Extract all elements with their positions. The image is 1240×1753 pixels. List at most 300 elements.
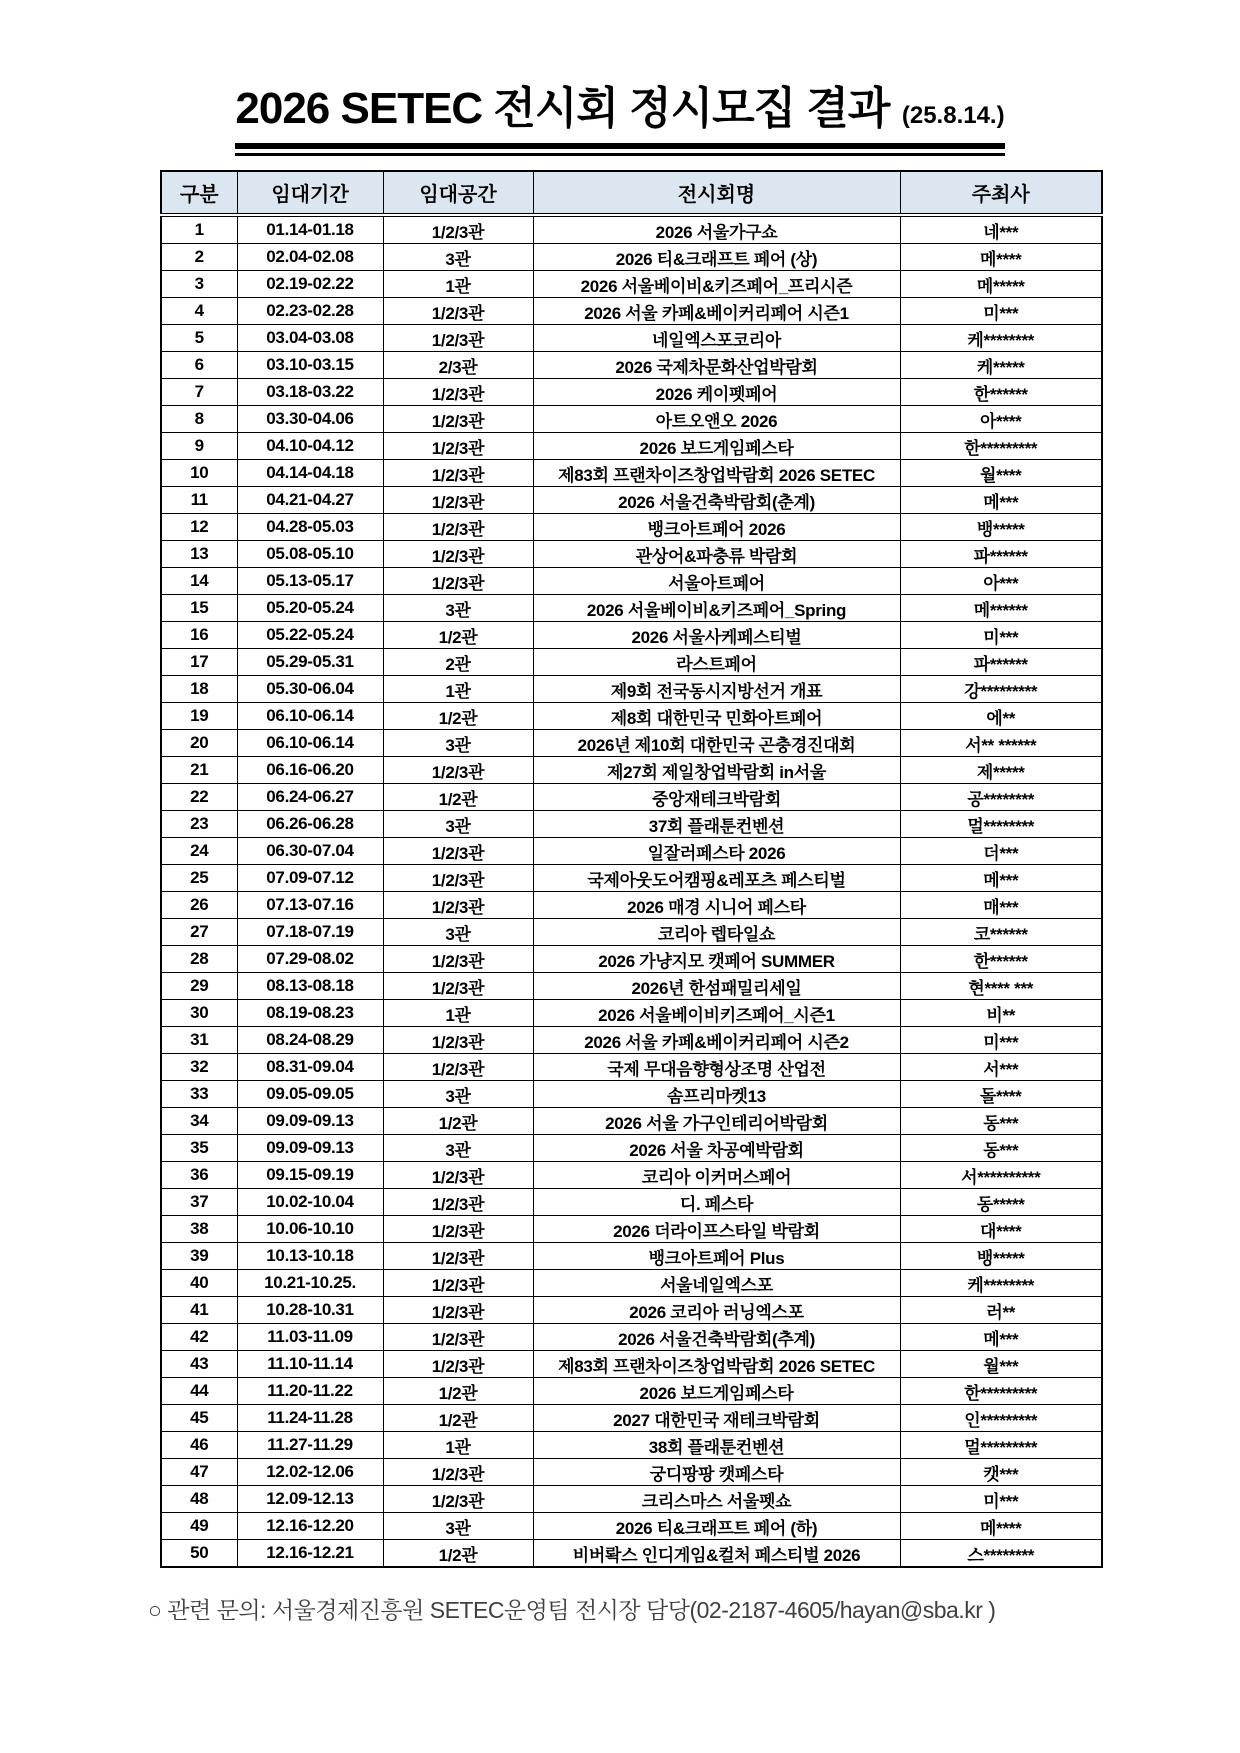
table-row [161,1513,1102,1540]
cell-space: 1/2/3관 [383,215,533,244]
cell-no: 48 [161,1486,237,1513]
cell-space: 1관 [383,1000,533,1027]
cell-period: 10.28-10.31 [237,1297,383,1324]
cell-no: 38 [161,1216,237,1243]
cell-space: 1/2/3관 [383,487,533,514]
table-row [161,1297,1102,1324]
table-row [161,892,1102,919]
cell-space: 1/2관 [383,1378,533,1405]
cell-no: 8 [161,406,237,433]
cell-exhibition-name: 제8회 대한민국 민화아트페어 [533,703,900,730]
cell-period: 11.24-11.28 [237,1405,383,1432]
cell-no: 42 [161,1324,237,1351]
table-row [161,1108,1102,1135]
cell-organizer: 강********* [900,676,1102,703]
cell-organizer: 돌**** [900,1081,1102,1108]
table-row [161,973,1102,1000]
table-row [161,1459,1102,1486]
cell-no: 36 [161,1162,237,1189]
cell-space: 1/2/3관 [383,325,533,352]
cell-space: 1/2/3관 [383,1027,533,1054]
header-no: 구분 [161,171,237,215]
table-row [161,595,1102,622]
table-row [161,676,1102,703]
cell-period: 12.16-12.20 [237,1513,383,1540]
cell-period: 12.16-12.21 [237,1540,383,1568]
cell-no: 21 [161,757,237,784]
cell-period: 02.23-02.28 [237,298,383,325]
cell-period: 03.04-03.08 [237,325,383,352]
cell-exhibition-name: 관상어&파충류 박람회 [533,541,900,568]
cell-organizer: 미*** [900,1027,1102,1054]
cell-exhibition-name: 2026 코리아 러닝엑스포 [533,1297,900,1324]
cell-period: 09.09-09.13 [237,1135,383,1162]
table-row [161,433,1102,460]
cell-space: 1/2/3관 [383,1459,533,1486]
cell-period: 02.04-02.08 [237,244,383,271]
cell-space: 1/2/3관 [383,541,533,568]
cell-exhibition-name: 제27회 제일창업박람회 in서울 [533,757,900,784]
table-row [161,730,1102,757]
cell-period: 11.20-11.22 [237,1378,383,1405]
cell-no: 31 [161,1027,237,1054]
cell-organizer: 미*** [900,622,1102,649]
cell-exhibition-name: 2026 더라이프스타일 박람회 [533,1216,900,1243]
cell-no: 10 [161,460,237,487]
cell-organizer: 메*** [900,1324,1102,1351]
table-row [161,946,1102,973]
cell-space: 1/2/3관 [383,757,533,784]
cell-organizer: 메****** [900,595,1102,622]
cell-space: 1/2/3관 [383,1270,533,1297]
cell-exhibition-name: 2026 보드게임페스타 [533,433,900,460]
cell-no: 24 [161,838,237,865]
table-row [161,1324,1102,1351]
cell-no: 45 [161,1405,237,1432]
title-underline-thick [235,143,1004,149]
cell-no: 37 [161,1189,237,1216]
cell-exhibition-name: 2026 케이펫페어 [533,379,900,406]
cell-organizer: 한********* [900,433,1102,460]
cell-no: 30 [161,1000,237,1027]
cell-no: 7 [161,379,237,406]
cell-space: 1/2/3관 [383,406,533,433]
header-exhibition-name: 전시회명 [533,171,900,215]
cell-space: 1/2관 [383,1540,533,1568]
cell-exhibition-name: 2027 대한민국 재테크박람회 [533,1405,900,1432]
cell-organizer: 공******** [900,784,1102,811]
table-body [161,215,1102,1567]
cell-organizer: 동*** [900,1135,1102,1162]
cell-exhibition-name: 국제 무대음향형상조명 산업전 [533,1054,900,1081]
cell-period: 04.14-04.18 [237,460,383,487]
cell-period: 07.09-07.12 [237,865,383,892]
contact-note: ○ 관련 문의: 서울경제진흥원 SETEC운영팀 전시장 담당(02-2187-4605/hayan@sba.kr ) [148,1597,996,1623]
cell-period: 10.02-10.04 [237,1189,383,1216]
cell-organizer: 메**** [900,1513,1102,1540]
table-row [161,1243,1102,1270]
table-row [161,541,1102,568]
table-row [161,1270,1102,1297]
cell-exhibition-name: 디. 페스타 [533,1189,900,1216]
cell-exhibition-name: 솜프리마켓13 [533,1081,900,1108]
cell-period: 06.10-06.14 [237,730,383,757]
table-row [161,1486,1102,1513]
cell-space: 1/2/3관 [383,298,533,325]
table-row [161,1054,1102,1081]
title-line [235,72,1004,136]
cell-no: 41 [161,1297,237,1324]
table-row [161,352,1102,379]
cell-period: 02.19-02.22 [237,271,383,298]
cell-organizer: 메**** [900,244,1102,271]
cell-period: 07.29-08.02 [237,946,383,973]
title-block [0,0,1240,156]
cell-organizer: 서*** [900,1054,1102,1081]
cell-period: 04.10-04.12 [237,433,383,460]
cell-period: 05.22-05.24 [237,622,383,649]
cell-space: 1/2/3관 [383,1297,533,1324]
cell-no: 11 [161,487,237,514]
cell-no: 44 [161,1378,237,1405]
cell-exhibition-name: 2026 서울 카페&베이커리페어 시즌1 [533,298,900,325]
cell-period: 05.30-06.04 [237,676,383,703]
cell-exhibition-name: 2026년 제10회 대한민국 곤충경진대회 [533,730,900,757]
cell-space: 1/2관 [383,703,533,730]
cell-exhibition-name: 2026 서울가구쇼 [533,215,900,244]
cell-space: 1/2/3관 [383,892,533,919]
cell-organizer: 파****** [900,649,1102,676]
cell-no: 29 [161,973,237,1000]
cell-exhibition-name: 37회 플래툰컨벤션 [533,811,900,838]
cell-no: 34 [161,1108,237,1135]
table-row [161,703,1102,730]
cell-organizer: 미*** [900,298,1102,325]
cell-no: 47 [161,1459,237,1486]
cell-organizer: 메*** [900,487,1102,514]
cell-no: 33 [161,1081,237,1108]
table-row [161,1189,1102,1216]
cell-no: 28 [161,946,237,973]
cell-no: 23 [161,811,237,838]
cell-space: 1/2관 [383,1108,533,1135]
cell-exhibition-name: 2026 서울건축박람회(춘계) [533,487,900,514]
page-title: 2026 SETEC 전시회 정시모집 결과 [235,84,890,133]
cell-organizer: 멀********* [900,1432,1102,1459]
cell-organizer: 동***** [900,1189,1102,1216]
cell-space: 3관 [383,1135,533,1162]
cell-no: 4 [161,298,237,325]
cell-no: 19 [161,703,237,730]
cell-exhibition-name: 2026 가냥지모 캣페어 SUMMER [533,946,900,973]
table-row [161,379,1102,406]
table-row [161,919,1102,946]
cell-period: 05.20-05.24 [237,595,383,622]
cell-space: 1/2/3관 [383,1054,533,1081]
cell-organizer: 멀******** [900,811,1102,838]
table-row [161,1378,1102,1405]
cell-period: 06.16-06.20 [237,757,383,784]
cell-no: 20 [161,730,237,757]
cell-no: 14 [161,568,237,595]
cell-exhibition-name: 2026 서울건축박람회(추계) [533,1324,900,1351]
cell-space: 1/2/3관 [383,838,533,865]
cell-period: 10.21-10.25. [237,1270,383,1297]
cell-organizer: 제***** [900,757,1102,784]
table-row [161,568,1102,595]
cell-organizer: 매*** [900,892,1102,919]
cell-period: 04.21-04.27 [237,487,383,514]
header-organizer: 주최사 [900,171,1102,215]
cell-period: 12.02-12.06 [237,1459,383,1486]
cell-organizer: 러** [900,1297,1102,1324]
cell-no: 3 [161,271,237,298]
cell-no: 17 [161,649,237,676]
cell-period: 10.06-10.10 [237,1216,383,1243]
cell-organizer: 미*** [900,1486,1102,1513]
cell-space: 1/2관 [383,784,533,811]
table-row [161,1405,1102,1432]
table-row [161,1216,1102,1243]
cell-organizer: 서** ****** [900,730,1102,757]
cell-space: 3관 [383,244,533,271]
cell-space: 1/2/3관 [383,433,533,460]
cell-organizer: 서********** [900,1162,1102,1189]
cell-period: 09.15-09.19 [237,1162,383,1189]
cell-period: 09.09-09.13 [237,1108,383,1135]
cell-no: 40 [161,1270,237,1297]
table-row [161,1135,1102,1162]
cell-exhibition-name: 2026 서울 차공예박람회 [533,1135,900,1162]
cell-no: 9 [161,433,237,460]
cell-period: 10.13-10.18 [237,1243,383,1270]
cell-space: 1/2/3관 [383,568,533,595]
header-period: 임대기간 [237,171,383,215]
cell-period: 07.18-07.19 [237,919,383,946]
cell-no: 32 [161,1054,237,1081]
table-row [161,325,1102,352]
table-row [161,215,1102,244]
cell-exhibition-name: 뱅크아트페어 2026 [533,514,900,541]
cell-organizer: 메***** [900,271,1102,298]
cell-organizer: 네*** [900,215,1102,244]
cell-exhibition-name: 서울네일엑스포 [533,1270,900,1297]
cell-no: 6 [161,352,237,379]
table-row [161,460,1102,487]
cell-exhibition-name: 2026 서울베이비&키즈페어_프리시즌 [533,271,900,298]
cell-space: 1/2/3관 [383,1351,533,1378]
cell-no: 2 [161,244,237,271]
table-row [161,811,1102,838]
cell-space: 1/2/3관 [383,379,533,406]
cell-no: 13 [161,541,237,568]
cell-organizer: 케******** [900,325,1102,352]
cell-space: 3관 [383,919,533,946]
cell-exhibition-name: 라스트페어 [533,649,900,676]
cell-space: 1관 [383,1432,533,1459]
table-row [161,865,1102,892]
cell-exhibition-name: 38회 플래툰컨벤션 [533,1432,900,1459]
table-row [161,1432,1102,1459]
cell-period: 08.13-08.18 [237,973,383,1000]
cell-no: 16 [161,622,237,649]
cell-exhibition-name: 비버롹스 인디게임&컬처 페스티벌 2026 [533,1540,900,1568]
cell-organizer: 뱅***** [900,514,1102,541]
cell-space: 1관 [383,271,533,298]
cell-organizer: 한********* [900,1378,1102,1405]
cell-exhibition-name: 국제아웃도어캠핑&레포츠 페스티벌 [533,865,900,892]
cell-no: 5 [161,325,237,352]
cell-organizer: 아*** [900,568,1102,595]
table-row [161,1162,1102,1189]
table-row [161,1000,1102,1027]
cell-no: 26 [161,892,237,919]
cell-organizer: 코****** [900,919,1102,946]
cell-exhibition-name: 2026 티&크래프트 페어 (상) [533,244,900,271]
cell-space: 1/2/3관 [383,973,533,1000]
table-row [161,271,1102,298]
cell-period: 11.27-11.29 [237,1432,383,1459]
cell-space: 1/2/3관 [383,865,533,892]
cell-period: 06.10-06.14 [237,703,383,730]
cell-no: 43 [161,1351,237,1378]
title-inner [235,72,1004,156]
cell-space: 3관 [383,595,533,622]
header-row [161,171,1102,215]
table-row [161,244,1102,271]
cell-organizer: 파****** [900,541,1102,568]
cell-period: 03.18-03.22 [237,379,383,406]
cell-space: 1/2/3관 [383,1243,533,1270]
cell-no: 50 [161,1540,237,1568]
title-underline-thin [235,153,1004,156]
table-row [161,514,1102,541]
cell-no: 27 [161,919,237,946]
cell-space: 1/2/3관 [383,946,533,973]
cell-exhibition-name: 2026 티&크래프트 페어 (하) [533,1513,900,1540]
cell-no: 18 [161,676,237,703]
table-row [161,1351,1102,1378]
cell-organizer: 더*** [900,838,1102,865]
table-row [161,757,1102,784]
table-row [161,1027,1102,1054]
cell-organizer: 케***** [900,352,1102,379]
cell-organizer: 스******** [900,1540,1102,1568]
cell-no: 1 [161,215,237,244]
cell-exhibition-name: 제83회 프랜차이즈창업박람회 2026 SETEC [533,460,900,487]
table-row [161,298,1102,325]
table-row [161,838,1102,865]
cell-exhibition-name: 2026 매경 시니어 페스타 [533,892,900,919]
cell-period: 03.30-04.06 [237,406,383,433]
cell-space: 1/2/3관 [383,460,533,487]
cell-organizer: 인********* [900,1405,1102,1432]
cell-exhibition-name: 2026 서울베이비키즈페어_시즌1 [533,1000,900,1027]
cell-exhibition-name: 궁디팡팡 캣페스타 [533,1459,900,1486]
cell-space: 2관 [383,649,533,676]
cell-organizer: 대**** [900,1216,1102,1243]
cell-period: 08.19-08.23 [237,1000,383,1027]
cell-organizer: 현**** *** [900,973,1102,1000]
cell-exhibition-name: 2026 국제차문화산업박람회 [533,352,900,379]
cell-no: 35 [161,1135,237,1162]
cell-organizer: 캣*** [900,1459,1102,1486]
table-row [161,1081,1102,1108]
cell-organizer: 에** [900,703,1102,730]
cell-exhibition-name: 2026 서울베이비&키즈페어_Spring [533,595,900,622]
cell-period: 08.31-09.04 [237,1054,383,1081]
cell-space: 1/2관 [383,1405,533,1432]
cell-exhibition-name: 코리아 렙타일쇼 [533,919,900,946]
title-date: (25.8.14.) [901,102,1005,129]
cell-period: 09.05-09.05 [237,1081,383,1108]
cell-period: 06.24-06.27 [237,784,383,811]
cell-space: 1/2/3관 [383,1216,533,1243]
cell-exhibition-name: 2026 보드게임페스타 [533,1378,900,1405]
cell-organizer: 한****** [900,379,1102,406]
cell-organizer: 비** [900,1000,1102,1027]
cell-space: 1/2/3관 [383,1162,533,1189]
table-row [161,1540,1102,1568]
cell-space: 1/2/3관 [383,514,533,541]
cell-organizer: 월**** [900,460,1102,487]
cell-period: 12.09-12.13 [237,1486,383,1513]
exhibition-schedule-table [160,170,1103,1568]
cell-organizer: 뱅***** [900,1243,1102,1270]
cell-exhibition-name: 2026 서울 가구인테리어박람회 [533,1108,900,1135]
cell-organizer: 메*** [900,865,1102,892]
table-row [161,406,1102,433]
cell-space: 3관 [383,811,533,838]
cell-no: 22 [161,784,237,811]
cell-exhibition-name: 아트오앤오 2026 [533,406,900,433]
cell-exhibition-name: 2026 서울 카페&베이커리페어 시즌2 [533,1027,900,1054]
cell-no: 46 [161,1432,237,1459]
cell-space: 1/2관 [383,622,533,649]
cell-exhibition-name: 제83회 프랜차이즈창업박람회 2026 SETEC [533,1351,900,1378]
cell-no: 12 [161,514,237,541]
cell-exhibition-name: 코리아 이커머스페어 [533,1162,900,1189]
cell-period: 01.14-01.18 [237,215,383,244]
cell-no: 15 [161,595,237,622]
table-row [161,784,1102,811]
cell-period: 06.30-07.04 [237,838,383,865]
table-row [161,487,1102,514]
cell-exhibition-name: 뱅크아트페어 Plus [533,1243,900,1270]
cell-period: 05.13-05.17 [237,568,383,595]
cell-space: 1/2/3관 [383,1189,533,1216]
cell-organizer: 월*** [900,1351,1102,1378]
cell-organizer: 동*** [900,1108,1102,1135]
cell-exhibition-name: 제9회 전국동시지방선거 개표 [533,676,900,703]
cell-space: 3관 [383,730,533,757]
cell-period: 05.29-05.31 [237,649,383,676]
cell-exhibition-name: 서울아트페어 [533,568,900,595]
cell-period: 07.13-07.16 [237,892,383,919]
cell-space: 1/2/3관 [383,1324,533,1351]
cell-period: 03.10-03.15 [237,352,383,379]
cell-period: 08.24-08.29 [237,1027,383,1054]
cell-space: 1/2/3관 [383,1486,533,1513]
cell-period: 11.10-11.14 [237,1351,383,1378]
table-row [161,649,1102,676]
table-header [161,171,1102,215]
cell-period: 04.28-05.03 [237,514,383,541]
cell-exhibition-name: 네일엑스포코리아 [533,325,900,352]
cell-organizer: 아**** [900,406,1102,433]
cell-space: 2/3관 [383,352,533,379]
header-space: 임대공간 [383,171,533,215]
